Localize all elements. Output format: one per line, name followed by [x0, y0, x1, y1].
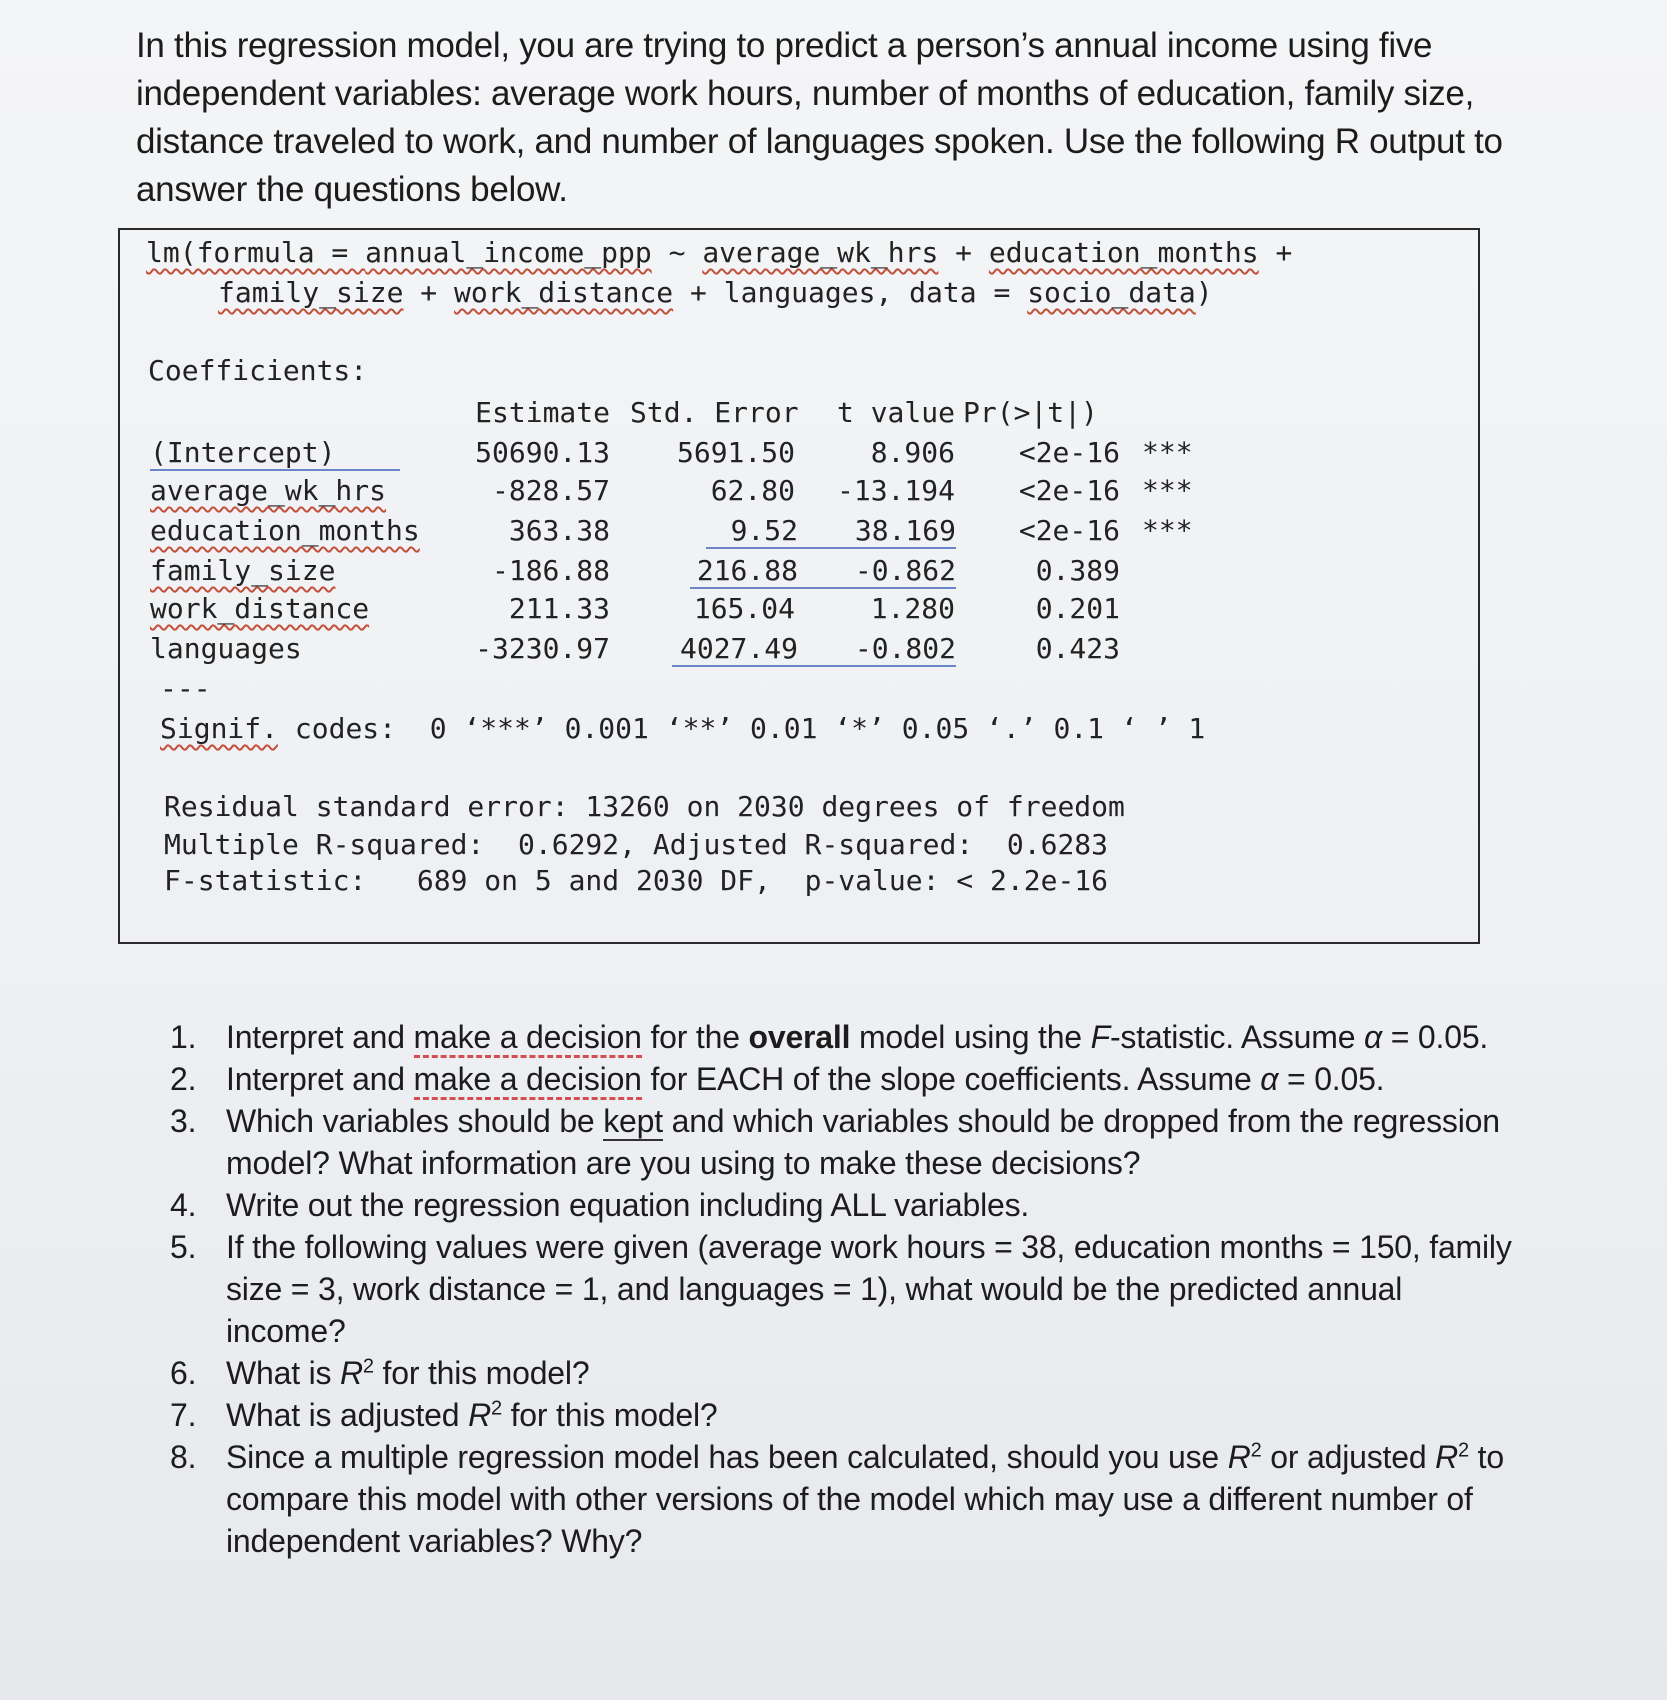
coef-row: (Intercept) 50690.13 5691.50 8.906 <2e-16 ***: [150, 436, 1193, 469]
response-variable: annual_income_ppp: [365, 236, 652, 269]
lm-call-line-1: lm(formula = annual_income_ppp ~ average_wk_hrs + education_months +: [146, 236, 1293, 269]
coef-row: languages -3230.97 4027.49 -0.802 0.423: [150, 632, 1120, 665]
coef-name: average_wk_hrs: [150, 474, 387, 507]
intro-line: answer the questions below.: [136, 170, 568, 209]
separator: ---: [160, 672, 211, 705]
r-output-box: [118, 228, 1480, 944]
intro-line: In this regression model, you are trying to predict a person’s annual income using five: [136, 26, 1433, 65]
f-statistic-line: F-statistic: 689 on 5 and 2030 DF, p-value: < 2.2e-16: [164, 864, 1109, 897]
coef-row: average_wk_hrs -828.57 62.80 -13.194 <2e-16 ***: [150, 474, 1193, 507]
coefficients-label: Coefficients:: [148, 354, 368, 387]
signif-codes: Signif. codes: 0 ‘***’ 0.001 ‘**’ 0.01 ‘*’ 0.05 ‘.’ 0.1 ‘ ’ 1: [160, 712, 1206, 745]
coef-name: languages: [150, 632, 302, 665]
intro-paragraph: [136, 22, 1536, 214]
coef-name: (Intercept): [150, 436, 400, 471]
r-squared-line: Multiple R-squared: 0.6292, Adjusted R-squared: 0.6283: [164, 828, 1109, 861]
header-std-error: Std. Error: [630, 396, 799, 429]
header-t-value: t value: [836, 396, 955, 429]
lm-call-line-2: family_size + work_distance + languages, data = socio_data): [218, 276, 1213, 309]
question-5: 5. If the following values were given (average work hours = 38, education months = 150, family size = 3, work distance = 1, and languages = 1), what would be the predicted annual income?: [170, 1229, 1512, 1349]
coef-name: education_months: [150, 514, 420, 547]
question-8: 8. Since a multiple regression model has been calculated, should you use $R^2$ or adjusted $R^2$ to compare this model with other versions of the model which may use a different number of independent variables? Why?: [170, 1439, 1504, 1559]
coef-name: family_size: [150, 554, 336, 587]
header-pr: Pr(>|t|): [963, 396, 1098, 429]
header-estimate: Estimate: [475, 396, 610, 429]
intro-line: independent variables: average work hours, number of months of education, family size,: [136, 74, 1475, 113]
coef-name: work_distance: [150, 592, 370, 625]
coef-row: family_size -186.88 216.88 -0.862 0.389: [150, 554, 1120, 587]
coef-row: education_months 363.38 9.52 38.169 <2e-16 ***: [150, 514, 1193, 547]
question-6: 6. What is $R^2$ for this model?: [170, 1355, 590, 1391]
question-7: 7. What is adjusted $R^2$ for this model?: [170, 1397, 718, 1433]
question-2: 2. Interpret and make a decision for EACH of the slope coefficients. Assume α = 0.05.: [170, 1058, 1570, 1100]
question-1: 1. Interpret and make a decision for the overall model using the F-statistic. Assume α = 0.05.: [170, 1016, 1570, 1058]
question-3: 3. Which variables should be kept and which variables should be dropped from the regression model? What information are you using to make these decisions?: [170, 1103, 1500, 1181]
coef-header-row: [150, 396, 1450, 436]
question-list: [170, 1016, 1570, 1562]
intro-line: distance traveled to work, and number of languages spoken. Use the following R output to: [136, 122, 1503, 161]
question-4: 4. Write out the regression equation including ALL variables.: [170, 1187, 1030, 1223]
coef-row: work_distance 211.33 165.04 1.280 0.201: [150, 592, 1120, 625]
residual-standard-error: Residual standard error: 13260 on 2030 degrees of freedom: [164, 790, 1125, 823]
